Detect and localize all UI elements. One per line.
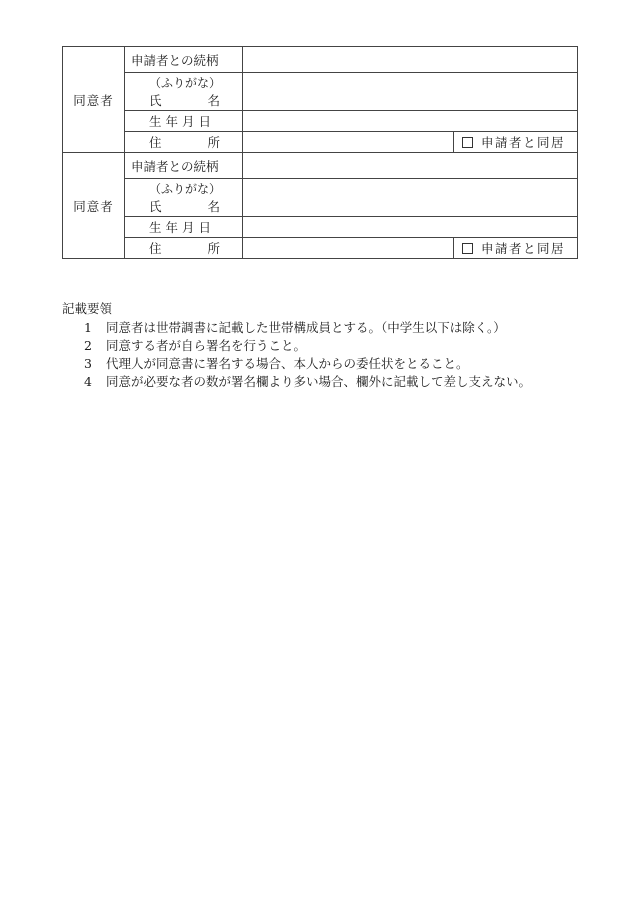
name-label [131,92,242,109]
cohabit-label: 申請者と同居 [481,241,566,256]
address-field[interactable] [243,132,454,153]
name-label-right: 名 [207,92,220,108]
address-label-left: 住 [149,241,162,256]
dob-label: 生年月日 [149,220,216,235]
consent-block-1-dob-row [63,111,578,132]
instructions-title: 記載要領 [62,301,113,316]
instruction-number: 1 [84,320,92,335]
instruction-item [62,319,602,337]
instructions-section [62,299,602,391]
consent-form-table [62,46,578,259]
instruction-text: 代理人が同意書に署名する場合、本人からの委任状をとること。 [106,356,469,371]
consent-block-2-name-row [63,179,578,217]
name-field[interactable] [243,73,578,111]
consent-block-1-relation-row [63,47,578,73]
dob-label: 生年月日 [149,114,216,129]
cohabit-label: 申請者と同居 [481,135,566,150]
cohabit-checkbox-cell[interactable] [454,238,578,259]
name-label [131,198,242,215]
address-label [131,133,242,151]
instruction-item [62,337,602,355]
address-label-right: 所 [207,135,220,150]
relation-label: 申請者との続柄 [125,153,243,179]
consent-block-1-name-row [63,73,578,111]
relation-field[interactable] [243,153,578,179]
instruction-number: 4 [84,374,92,389]
name-label-cell [125,179,243,217]
consent-block-1-address-row [63,132,578,153]
address-field[interactable] [243,238,454,259]
consent-block-1-header: 同意者 [63,47,125,153]
name-label-right: 名 [207,198,220,214]
name-field[interactable] [243,179,578,217]
instruction-number: 2 [84,338,92,353]
dob-label-cell [125,217,243,238]
consent-block-2-dob-row [63,217,578,238]
name-label-left: 氏 [149,198,162,214]
address-label [131,239,242,257]
cohabit-checkbox-cell[interactable] [454,132,578,153]
instruction-item [62,355,602,373]
address-label-left: 住 [149,135,162,150]
relation-field[interactable] [243,47,578,73]
instruction-number: 3 [84,356,92,371]
address-label-cell [125,132,243,153]
address-label-right: 所 [207,241,220,256]
consent-block-2-address-row [63,238,578,259]
instruction-item [62,373,602,391]
name-label-left: 氏 [149,92,162,108]
furigana-label: （ふりがな） [149,75,222,90]
instruction-text: 同意する者が自ら署名を行うこと。 [106,338,307,353]
address-label-cell [125,238,243,259]
dob-field[interactable] [243,111,578,132]
dob-label-cell [125,111,243,132]
relation-label: 申請者との続柄 [125,47,243,73]
consent-block-2-relation-row [63,153,578,179]
dob-field[interactable] [243,217,578,238]
cohabit-checkbox[interactable] [462,243,473,254]
furigana-label: （ふりがな） [149,181,222,196]
cohabit-checkbox[interactable] [462,137,473,148]
instruction-text: 同意者は世帯調書に記載した世帯構成員とする。（中学生以下は除く。） [106,320,506,335]
consent-block-2-header: 同意者 [63,153,125,259]
name-label-cell [125,73,243,111]
instruction-text: 同意が必要な者の数が署名欄より多い場合、欄外に記載して差し支えない。 [106,374,532,389]
